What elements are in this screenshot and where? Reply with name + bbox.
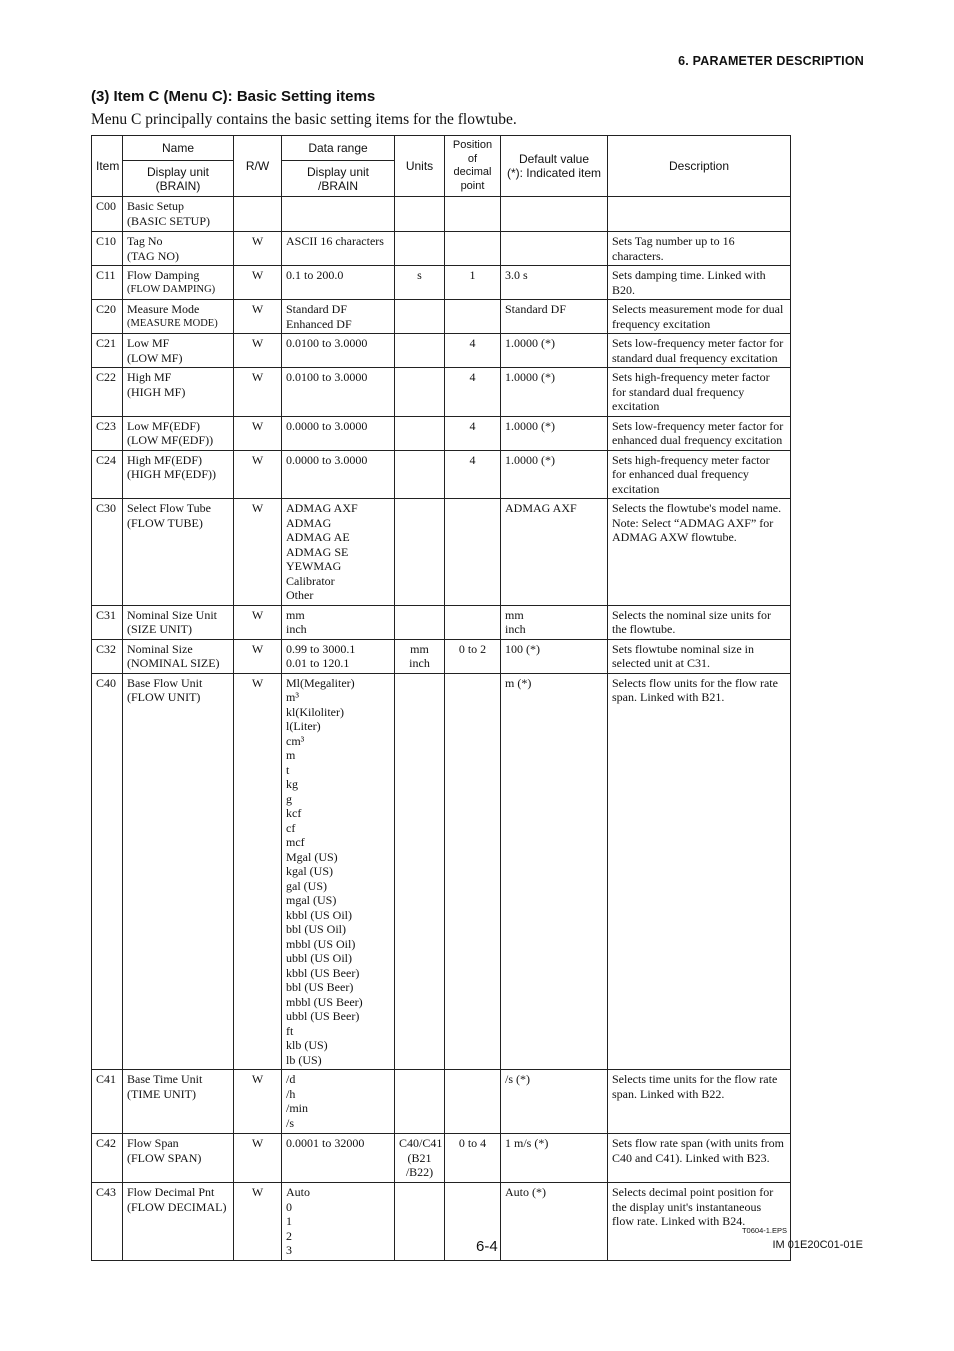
param-name: High MF(EDF) — [127, 452, 203, 467]
description-text: Selects decimal point position for the display unit's instantaneous flow rate. Linked with B24. — [612, 1185, 774, 1228]
description-text: Selects the nominal size units for the flowtube. — [612, 607, 771, 636]
name-cell — [123, 499, 234, 606]
default-cell — [501, 605, 608, 639]
description-cell — [608, 605, 791, 639]
decimal-cell — [445, 416, 501, 450]
name-cell — [123, 334, 234, 368]
decimal-cell — [445, 639, 501, 673]
rw-value: W — [251, 302, 264, 316]
decimal-value: 4 — [469, 418, 476, 433]
param-brain-name: (TIME UNIT) — [127, 1086, 196, 1101]
range-value: 0.99 to 3000.1 0.01 to 120.1 — [286, 641, 356, 670]
item-code-text: C43 — [96, 1185, 117, 1199]
range-cell — [282, 300, 395, 334]
default-value: Standard DF — [505, 302, 566, 316]
default-value: Auto (*) — [505, 1185, 546, 1199]
default-cell — [501, 1134, 608, 1183]
description-text: Sets low-frequency meter factor for standard dual frequency excitation — [612, 336, 784, 365]
decimal-value: 4 — [469, 452, 476, 467]
description-cell — [608, 639, 791, 673]
head-units: Units — [395, 136, 445, 197]
name-cell — [123, 266, 234, 300]
range-cell — [282, 1183, 395, 1261]
item-code — [92, 300, 123, 334]
description-text: Selects time units for the flow rate span. Linked with B22. — [612, 1072, 778, 1101]
description-cell — [608, 266, 791, 300]
decimal-cell — [445, 266, 501, 300]
rw-cell — [234, 300, 282, 334]
rw-cell — [234, 197, 282, 232]
parameter-table — [91, 135, 791, 1261]
param-name: Flow Decimal Pnt — [127, 1185, 215, 1199]
description-cell — [608, 232, 791, 266]
decimal-value: 4 — [469, 370, 476, 384]
item-code-text: C31 — [96, 607, 117, 622]
rw-cell — [234, 334, 282, 368]
description-text: Sets flow rate span (with units from C40 and C41). Linked with B23. — [612, 1136, 784, 1165]
param-name: Flow Damping — [127, 268, 200, 282]
item-code-text: C24 — [96, 452, 117, 467]
item-code — [92, 499, 123, 606]
rw-value: W — [251, 370, 264, 384]
param-name: Nominal Size Unit — [127, 607, 217, 622]
default-cell — [501, 416, 608, 450]
units-cell — [395, 300, 445, 334]
rw-value: W — [251, 675, 264, 690]
default-cell — [501, 197, 608, 232]
param-name: Low MF — [127, 336, 170, 350]
param-brain-name: (FLOW SPAN) — [127, 1150, 202, 1165]
units-cell — [395, 334, 445, 368]
item-code-text: C40 — [96, 675, 117, 690]
description-cell — [608, 499, 791, 606]
head-name-sub: Display unit (BRAIN) — [123, 161, 234, 197]
item-code — [92, 334, 123, 368]
decimal-cell — [445, 197, 501, 232]
param-brain-name: (NOMINAL SIZE) — [127, 656, 220, 670]
param-name: Nominal Size — [127, 641, 193, 656]
description-cell — [608, 1134, 791, 1183]
range-value: 0.0100 to 3.0000 — [286, 370, 368, 384]
param-name: High MF — [127, 370, 172, 384]
param-name: Flow Span — [127, 1136, 179, 1150]
range-value: 0.0100 to 3.0000 — [286, 336, 368, 350]
head-range-sub: Display unit /BRAIN — [282, 161, 395, 197]
name-cell — [123, 605, 234, 639]
decimal-cell — [445, 605, 501, 639]
item-code-text: C30 — [96, 501, 117, 515]
range-value: ADMAG AXF ADMAG ADMAG AE ADMAG SE YEWMAG Calibrator Other — [286, 501, 358, 602]
item-code — [92, 673, 123, 1070]
rw-value: W — [251, 501, 264, 515]
document-id: IM 01E20C01-01E — [772, 1239, 863, 1251]
description-cell — [608, 300, 791, 334]
description-cell — [608, 1070, 791, 1134]
default-cell — [501, 232, 608, 266]
default-value: 1.0000 (*) — [505, 336, 555, 350]
range-cell — [282, 266, 395, 300]
decimal-cell — [445, 1070, 501, 1134]
rw-cell — [234, 639, 282, 673]
param-brain-name: (HIGH MF) — [127, 384, 186, 399]
description-text: Selects flow units for the flow rate span. Linked with B21. — [612, 675, 778, 704]
decimal-cell — [445, 232, 501, 266]
name-cell — [123, 416, 234, 450]
range-cell — [282, 232, 395, 266]
item-code-text: C11 — [96, 268, 116, 282]
head-default: Default value (*): Indicated item — [501, 136, 608, 197]
section-header: 6. PARAMETER DESCRIPTION — [678, 54, 864, 68]
default-value: 1.0000 (*) — [505, 418, 555, 433]
decimal-cell — [445, 334, 501, 368]
rw-value: W — [251, 607, 264, 622]
name-cell — [123, 1183, 234, 1261]
decimal-value: 4 — [469, 336, 476, 350]
description-cell — [608, 673, 791, 1070]
section-title: (3) Item C (Menu C): Basic Setting items — [91, 88, 376, 105]
item-code — [92, 1070, 123, 1134]
rw-value: W — [251, 641, 264, 656]
rw-cell — [234, 368, 282, 417]
decimal-cell — [445, 1134, 501, 1183]
table-row — [92, 499, 791, 606]
range-value: Auto 0 1 2 3 — [286, 1185, 310, 1257]
table-row — [92, 266, 791, 300]
param-brain-name: (LOW MF(EDF)) — [127, 433, 214, 447]
item-code-text: C23 — [96, 418, 117, 433]
default-cell — [501, 300, 608, 334]
rw-value: W — [251, 1136, 264, 1150]
default-value: m (*) — [505, 675, 532, 690]
default-value: 3.0 s — [505, 268, 528, 282]
table-row — [92, 334, 791, 368]
units-cell — [395, 499, 445, 606]
rw-cell — [234, 1070, 282, 1134]
name-cell — [123, 639, 234, 673]
param-brain-name: (BASIC SETUP) — [127, 213, 211, 228]
item-code — [92, 416, 123, 450]
param-brain-name: (MEASURE MODE) — [127, 317, 218, 329]
range-cell — [282, 1070, 395, 1134]
default-cell — [501, 450, 608, 499]
head-item: Item — [92, 136, 123, 197]
rw-value: W — [251, 418, 264, 433]
rw-cell — [234, 416, 282, 450]
units-cell — [395, 368, 445, 417]
units-value: mm inch — [409, 641, 430, 670]
range-value: Standard DF Enhanced DF — [286, 302, 352, 331]
name-cell — [123, 1134, 234, 1183]
default-cell — [501, 334, 608, 368]
name-cell — [123, 300, 234, 334]
param-brain-name: (LOW MF) — [127, 350, 183, 365]
range-value: Ml(Megaliter) m³ kl(Kiloliter) l(Liter) cm³ m t kg g kcf cf mcf Mgal (US) kgal (US) gal (US) mgal (US) kbbl (US Oil) bbl (US Oil) mbbl (US Oil) ubbl (US Oil) kbbl (US Beer) bbl (US Beer) mbbl (US Beer) ubbl (US Beer) ft klb (US) lb (US) — [286, 675, 363, 1067]
default-value: ADMAG AXF — [505, 501, 577, 515]
item-code — [92, 232, 123, 266]
range-value: 0.0001 to 32000 — [286, 1136, 365, 1150]
rw-cell — [234, 605, 282, 639]
table-row — [92, 1134, 791, 1183]
range-cell — [282, 1134, 395, 1183]
range-value: /d /h /min /s — [286, 1072, 309, 1130]
units-cell — [395, 197, 445, 232]
description-text: Sets high-frequency meter factor for standard dual frequency excitation — [612, 370, 770, 413]
units-cell — [395, 673, 445, 1070]
rw-cell — [234, 1134, 282, 1183]
range-cell — [282, 499, 395, 606]
default-cell — [501, 499, 608, 606]
range-cell — [282, 197, 395, 232]
default-cell — [501, 1183, 608, 1261]
range-value: 0.1 to 200.0 — [286, 268, 344, 282]
head-range: Data range — [282, 136, 395, 161]
table-row — [92, 300, 791, 334]
description-cell — [608, 368, 791, 417]
rw-cell — [234, 673, 282, 1070]
rw-cell — [234, 1183, 282, 1261]
default-value: 1.0000 (*) — [505, 452, 555, 467]
description-text: Sets Tag number up to 16 characters. — [612, 234, 735, 263]
decimal-value: 0 to 4 — [458, 1136, 487, 1150]
item-code-text: C22 — [96, 370, 117, 384]
default-value: 100 (*) — [505, 641, 540, 656]
units-cell — [395, 232, 445, 266]
rw-cell — [234, 499, 282, 606]
range-cell — [282, 416, 395, 450]
units-cell — [395, 1070, 445, 1134]
rw-cell — [234, 266, 282, 300]
description-text: Sets flowtube nominal size in selected unit at C31. — [612, 641, 754, 670]
item-code-text: C42 — [96, 1136, 117, 1150]
param-name: Base Time Unit — [127, 1072, 203, 1086]
param-brain-name: (HIGH MF(EDF)) — [127, 467, 216, 481]
units-value: s — [417, 268, 422, 282]
head-name: Name — [123, 136, 234, 161]
param-brain-name: (FLOW TUBE) — [127, 515, 203, 530]
table-row — [92, 416, 791, 450]
item-code — [92, 1134, 123, 1183]
page-number: 6-4 — [476, 1238, 498, 1255]
default-value: 1.0000 (*) — [505, 370, 555, 384]
item-code-text: C10 — [96, 234, 117, 248]
rw-value: W — [251, 1185, 264, 1199]
param-brain-name: (FLOW UNIT) — [127, 690, 201, 704]
head-description: Description — [608, 136, 791, 197]
units-cell — [395, 1134, 445, 1183]
default-cell — [501, 1070, 608, 1134]
description-text: Sets high-frequency meter factor for enhanced dual frequency excitation — [612, 452, 770, 496]
table-row — [92, 639, 791, 673]
param-name: Low MF(EDF) — [127, 418, 201, 433]
range-cell — [282, 368, 395, 417]
default-cell — [501, 673, 608, 1070]
range-cell — [282, 605, 395, 639]
range-cell — [282, 639, 395, 673]
item-code — [92, 639, 123, 673]
item-code — [92, 266, 123, 300]
param-brain-name: (SIZE UNIT) — [127, 622, 192, 636]
name-cell — [123, 197, 234, 232]
range-value: 0.0000 to 3.0000 — [286, 452, 368, 467]
description-cell — [608, 450, 791, 499]
units-cell — [395, 266, 445, 300]
default-value: /s (*) — [505, 1072, 530, 1086]
rw-cell — [234, 232, 282, 266]
description-text: Selects the flowtube's model name. Note: Select “ADMAG AXF” for ADMAG AXW flowtube. — [612, 501, 782, 544]
description-cell — [608, 334, 791, 368]
units-cell — [395, 450, 445, 499]
name-cell — [123, 1070, 234, 1134]
item-code — [92, 1183, 123, 1261]
head-decimal: Position of decimal point — [445, 136, 501, 197]
description-cell — [608, 197, 791, 232]
range-cell — [282, 673, 395, 1070]
units-value: C40/C41 (B21 /B22) — [399, 1136, 443, 1179]
item-code-text: C20 — [96, 302, 117, 316]
decimal-value: 0 to 2 — [458, 641, 487, 656]
eps-label: T0604-1.EPS — [741, 1226, 787, 1235]
param-name: Tag No — [127, 234, 163, 248]
table-row — [92, 673, 791, 1070]
param-name: Basic Setup — [127, 199, 184, 213]
table-row — [92, 368, 791, 417]
item-code-text: C32 — [96, 641, 117, 656]
rw-value: W — [251, 268, 264, 282]
decimal-cell — [445, 499, 501, 606]
table-row — [92, 605, 791, 639]
name-cell — [123, 450, 234, 499]
description-text: Selects measurement mode for dual frequency excitation — [612, 302, 784, 331]
rw-value: W — [251, 234, 264, 248]
item-code-text: C41 — [96, 1072, 117, 1086]
table-row — [92, 197, 791, 232]
decimal-cell — [445, 368, 501, 417]
description-text: Sets damping time. Linked with B20. — [612, 268, 766, 297]
range-value: 0.0000 to 3.0000 — [286, 418, 368, 433]
rw-value: W — [251, 452, 264, 467]
default-value: 1 m/s (*) — [505, 1136, 549, 1150]
range-cell — [282, 450, 395, 499]
units-cell — [395, 639, 445, 673]
item-code-text: C21 — [96, 336, 117, 350]
range-value: ASCII 16 characters — [286, 234, 384, 248]
param-name: Measure Mode — [127, 302, 200, 316]
table-row — [92, 232, 791, 266]
name-cell — [123, 232, 234, 266]
rw-value: W — [251, 336, 264, 350]
description-cell — [608, 1183, 791, 1261]
default-cell — [501, 639, 608, 673]
name-cell — [123, 368, 234, 417]
item-code-text: C00 — [96, 199, 117, 213]
param-name: Select Flow Tube — [127, 501, 212, 515]
decimal-cell — [445, 450, 501, 499]
param-brain-name: (FLOW DAMPING) — [127, 283, 216, 295]
param-brain-name: (FLOW DECIMAL) — [127, 1199, 227, 1214]
range-cell — [282, 334, 395, 368]
default-cell — [501, 266, 608, 300]
item-code — [92, 197, 123, 232]
decimal-value: 1 — [469, 268, 476, 282]
units-cell — [395, 605, 445, 639]
description-cell — [608, 416, 791, 450]
decimal-cell — [445, 300, 501, 334]
param-brain-name: (TAG NO) — [127, 248, 180, 263]
item-code — [92, 450, 123, 499]
decimal-cell — [445, 673, 501, 1070]
name-cell — [123, 673, 234, 1070]
table-row — [92, 1183, 791, 1261]
rw-cell — [234, 450, 282, 499]
item-code — [92, 605, 123, 639]
units-cell — [395, 416, 445, 450]
item-code — [92, 368, 123, 417]
range-value: mm inch — [286, 607, 307, 636]
units-cell — [395, 1183, 445, 1261]
param-name: Base Flow Unit — [127, 675, 203, 690]
rw-value: W — [251, 1072, 264, 1086]
intro-text: Menu C principally contains the basic setting items for the flowtube. — [91, 111, 517, 128]
default-value: mm inch — [505, 607, 526, 636]
default-cell — [501, 368, 608, 417]
table-row — [92, 1070, 791, 1134]
head-rw: R/W — [234, 136, 282, 197]
table-row — [92, 450, 791, 499]
description-text: Sets low-frequency meter factor for enhanced dual frequency excitation — [612, 418, 784, 447]
